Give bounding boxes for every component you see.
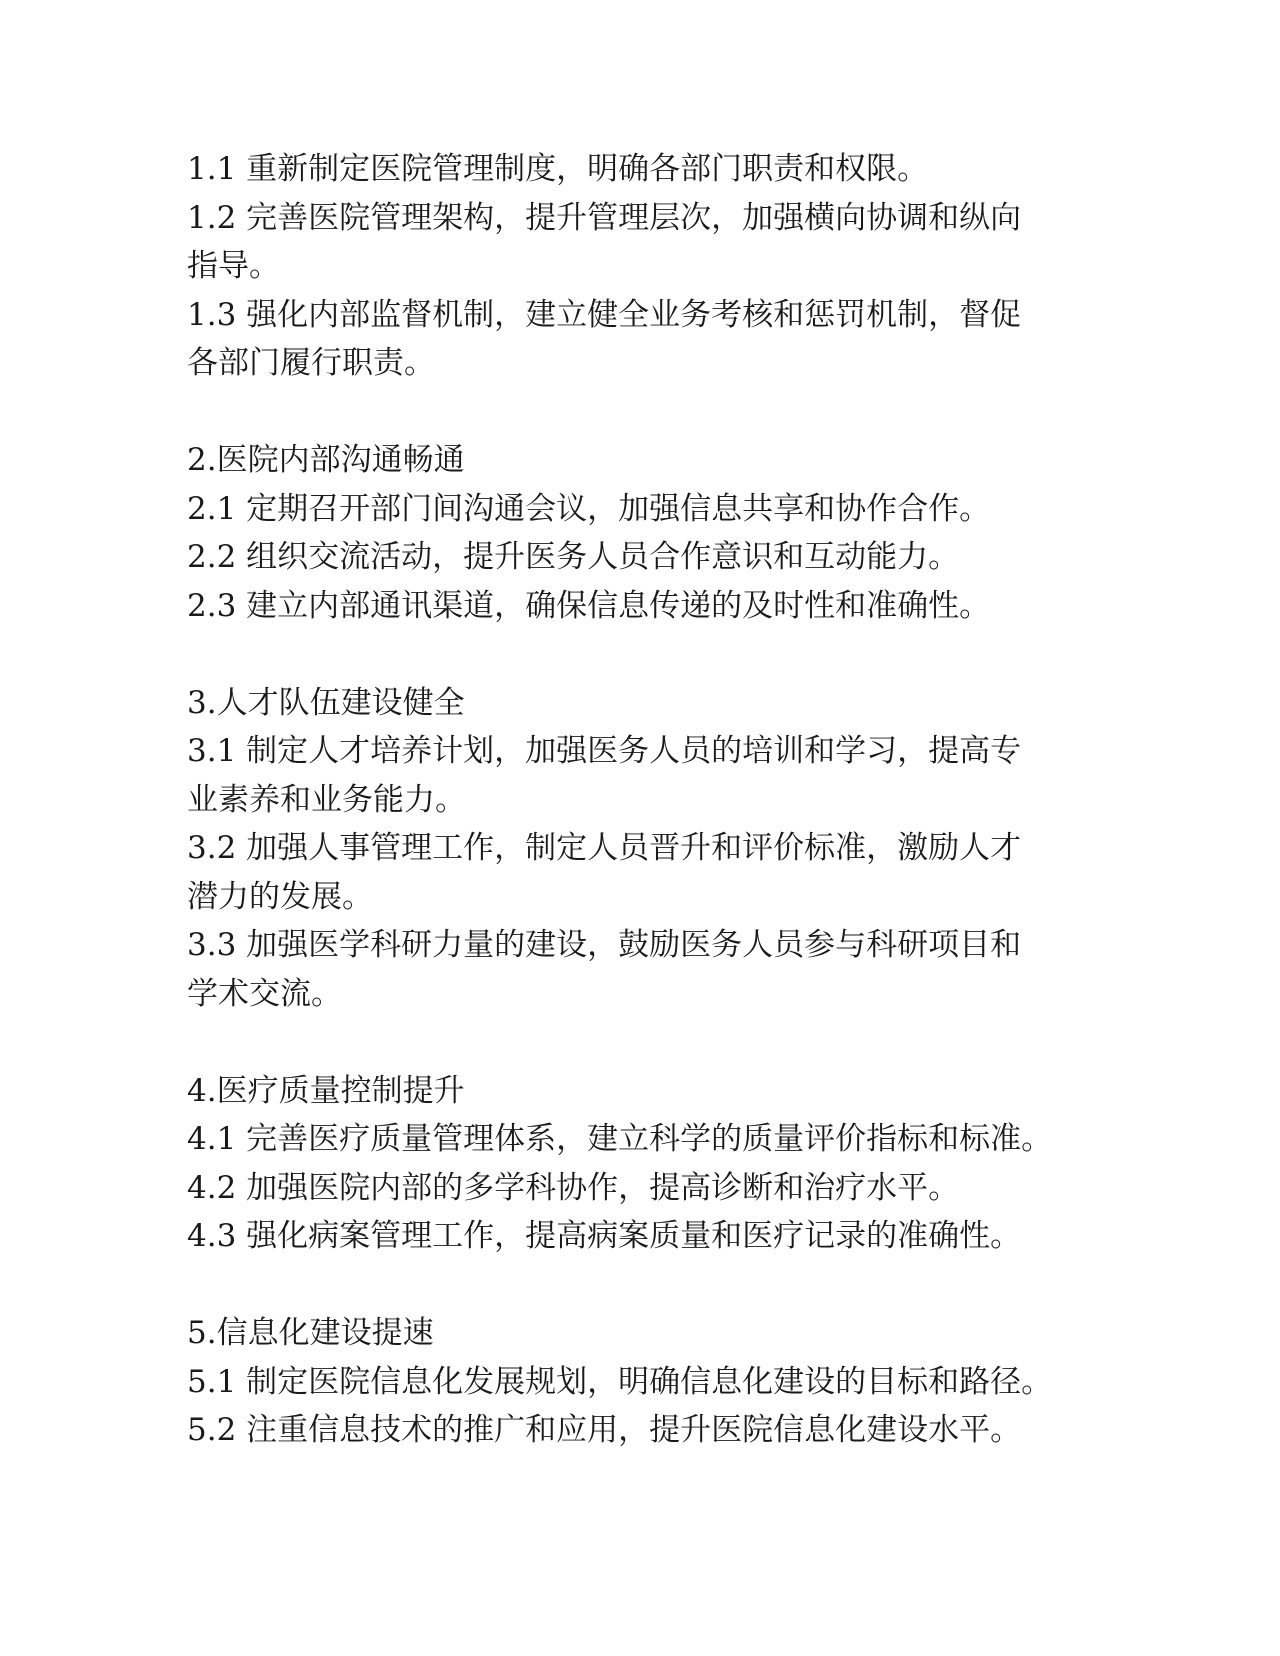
paragraph-line: 1.1 重新制定医院管理制度，明确各部门职责和权限。 — [187, 151, 929, 187]
paragraph-line: 1.2 完善医院管理架构，提升管理层次，加强横向协调和纵向 — [187, 199, 1022, 236]
paragraph-line: 2.1 定期召开部门间沟通会议，加强信息共享和协作合作。 — [187, 490, 991, 527]
paragraph-line: 3.2 加强人事管理工作，制定人员晋升和评价标准，激励人才 — [187, 830, 1022, 866]
paragraph-line: 指导。 — [187, 248, 280, 284]
paragraph-line: 1.3 强化内部监督机制，建立健全业务考核和惩罚机制，督促 — [187, 296, 1022, 333]
document-body — [187, 145, 1107, 1455]
paragraph-line: 4.1 完善医疗质量管理体系，建立科学的质量评价指标和标准。 — [187, 1121, 1053, 1157]
paragraph-line: 4.3 强化病案管理工作，提高病案质量和医疗记录的准确性。 — [187, 1218, 1022, 1254]
paragraph-line: 3.1 制定人才培养计划，加强医务人员的培训和学习，提高专 — [187, 733, 1022, 769]
paragraph-line: 3.3 加强医学科研力量的建设，鼓励医务人员参与科研项目和 — [187, 927, 1022, 963]
paragraph-line: 2.2 组织交流活动，提升医务人员合作意识和互动能力。 — [187, 539, 960, 575]
section-title: 3.人才队伍建设健全 — [187, 684, 465, 721]
section-spacer — [187, 388, 1107, 437]
paragraph-line: 4.2 加强医院内部的多学科协作，提高诊断和治疗水平。 — [187, 1169, 960, 1206]
paragraph-line: 各部门履行职责。 — [187, 345, 435, 381]
section-spacer — [187, 630, 1107, 679]
paragraph-line: 学术交流。 — [187, 975, 342, 1012]
section-spacer — [187, 1261, 1107, 1310]
section-title: 5.信息化建设提速 — [187, 1315, 434, 1351]
paragraph-line: 5.2 注重信息技术的推广和应用，提升医院信息化建设水平。 — [187, 1412, 1022, 1448]
paragraph-line: 2.3 建立内部通讯渠道，确保信息传递的及时性和准确性。 — [187, 587, 991, 624]
paragraph-line: 5.1 制定医院信息化发展规划，明确信息化建设的目标和路径。 — [187, 1363, 1053, 1400]
section-title: 4.医疗质量控制提升 — [187, 1072, 465, 1109]
paragraph-line: 业素养和业务能力。 — [187, 781, 466, 818]
section-title: 2.医院内部沟通畅通 — [187, 442, 465, 478]
section-spacer — [187, 1018, 1107, 1067]
paragraph-line: 潜力的发展。 — [187, 878, 373, 915]
